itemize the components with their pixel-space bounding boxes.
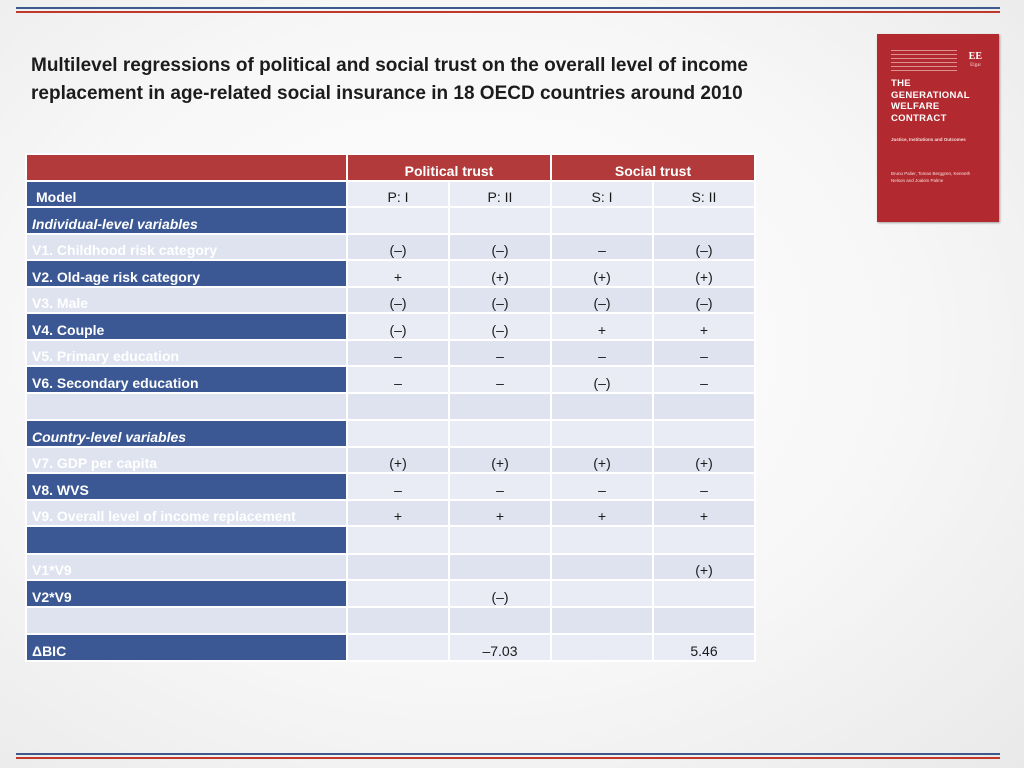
group-header-political: Political trust	[347, 154, 551, 181]
publisher-sub: Elgar	[970, 63, 981, 68]
row-label: Country-level variables	[26, 420, 347, 447]
table-cell	[347, 607, 449, 635]
row-label: Individual-level variables	[26, 207, 347, 234]
table-cell	[449, 207, 551, 234]
table-cell: +	[449, 500, 551, 527]
table-cell	[653, 207, 755, 234]
table-cell	[551, 207, 653, 234]
table-cell: (–)	[449, 313, 551, 340]
row-label: V7. GDP per capita	[26, 447, 347, 474]
row-label: V9. Overall level of income replacement	[26, 500, 347, 527]
table-cell: (–)	[551, 287, 653, 314]
table-row	[26, 234, 755, 261]
table-cell: –	[449, 366, 551, 393]
table-row	[26, 207, 755, 234]
table-cell: –	[347, 473, 449, 500]
row-label: ΔBIC	[26, 634, 347, 661]
table-cell: (+)	[449, 447, 551, 474]
group-header-social: Social trust	[551, 154, 755, 181]
table-row	[26, 500, 755, 527]
table-row	[26, 393, 755, 421]
table-row	[26, 366, 755, 393]
table-cell: (–)	[347, 313, 449, 340]
top-decor-rule	[16, 7, 1000, 13]
model-label: Model	[26, 181, 347, 208]
table-cell: (+)	[551, 260, 653, 287]
table-cell	[653, 526, 755, 554]
table-cell	[347, 420, 449, 447]
table-cell: +	[551, 500, 653, 527]
row-label: V8. WVS	[26, 473, 347, 500]
table-cell	[653, 393, 755, 421]
table-cell: –	[449, 340, 551, 367]
table-cell	[449, 607, 551, 635]
table-row	[26, 260, 755, 287]
row-label	[26, 526, 347, 554]
table-cell	[551, 526, 653, 554]
table-cell	[551, 554, 653, 581]
table-row	[26, 447, 755, 474]
table-cell: (–)	[449, 234, 551, 261]
column-header-row	[26, 181, 755, 208]
table-cell: (+)	[653, 447, 755, 474]
table-cell	[653, 420, 755, 447]
table-cell: 5.46	[653, 634, 755, 661]
table-row	[26, 634, 755, 661]
book-authors: Bruno Palier, Tomas Berggren, Kenneth Nelson and Joakim Palme	[891, 171, 971, 183]
book-title: THE GENERATIONAL WELFARE CONTRACT	[891, 78, 970, 124]
table-cell	[653, 607, 755, 635]
table-cell: –	[347, 366, 449, 393]
table-cell: –	[551, 473, 653, 500]
publisher-logo: EE	[968, 51, 982, 62]
table-cell: (+)	[653, 554, 755, 581]
row-label: V3. Male	[26, 287, 347, 314]
table-row	[26, 340, 755, 367]
row-label: V1. Childhood risk category	[26, 234, 347, 261]
table-row	[26, 607, 755, 635]
book-blurb-lines	[891, 50, 957, 74]
table-cell	[347, 554, 449, 581]
table-cell	[449, 526, 551, 554]
table-cell: +	[347, 260, 449, 287]
book-cover-image	[877, 34, 999, 222]
column-header: P: II	[449, 181, 551, 208]
table-cell	[653, 580, 755, 607]
regression-table	[25, 153, 756, 662]
table-cell: (–)	[653, 234, 755, 261]
bottom-decor-rule	[16, 753, 1000, 759]
table-cell: (–)	[449, 580, 551, 607]
table-row	[26, 554, 755, 581]
column-header: S: I	[551, 181, 653, 208]
column-header: S: II	[653, 181, 755, 208]
table-cell: (–)	[551, 366, 653, 393]
row-label: V6. Secondary education	[26, 366, 347, 393]
table-cell: (+)	[653, 260, 755, 287]
row-label: V4. Couple	[26, 313, 347, 340]
slide-title: Multilevel regressions of political and social trust on the overall level of income replacement in age-related social insurance in 18 OECD countries around 2010	[31, 55, 748, 104]
table-cell: –7.03	[449, 634, 551, 661]
table-cell: –	[551, 234, 653, 261]
table-cell: +	[347, 500, 449, 527]
table-cell: +	[653, 500, 755, 527]
table-row	[26, 287, 755, 314]
table-cell: –	[551, 340, 653, 367]
group-header-row	[26, 154, 755, 181]
table-cell	[551, 580, 653, 607]
row-label	[26, 393, 347, 421]
row-label: V2. Old-age risk category	[26, 260, 347, 287]
table-row	[26, 473, 755, 500]
table-cell: –	[347, 340, 449, 367]
table-cell: (+)	[347, 447, 449, 474]
table-cell	[449, 554, 551, 581]
table-cell	[347, 634, 449, 661]
table-cell	[347, 393, 449, 421]
table-row	[26, 420, 755, 447]
table-cell: (–)	[347, 287, 449, 314]
book-subtitle: Justice, Institutions and Outcomes	[891, 137, 966, 142]
table-cell	[347, 526, 449, 554]
row-label	[26, 607, 347, 635]
table-cell: +	[653, 313, 755, 340]
row-label: V1*V9	[26, 554, 347, 581]
table-cell	[551, 607, 653, 635]
row-label: V5. Primary education	[26, 340, 347, 367]
table-cell: (–)	[347, 234, 449, 261]
table-cell: –	[653, 473, 755, 500]
row-label: V2*V9	[26, 580, 347, 607]
table-cell	[551, 420, 653, 447]
table-cell: (–)	[653, 287, 755, 314]
table-cell: (+)	[449, 260, 551, 287]
table-cell: (–)	[449, 287, 551, 314]
table-row	[26, 526, 755, 554]
table-cell	[347, 207, 449, 234]
table-cell	[449, 393, 551, 421]
table-cell: –	[653, 366, 755, 393]
table-row	[26, 313, 755, 340]
table-cell: (+)	[551, 447, 653, 474]
table-cell: –	[653, 340, 755, 367]
table-cell	[347, 580, 449, 607]
table-cell	[551, 393, 653, 421]
table-cell	[449, 420, 551, 447]
table-cell: +	[551, 313, 653, 340]
table-cell	[551, 634, 653, 661]
table-row	[26, 580, 755, 607]
column-header: P: I	[347, 181, 449, 208]
header-blank-cell	[26, 154, 347, 181]
table-cell: –	[449, 473, 551, 500]
